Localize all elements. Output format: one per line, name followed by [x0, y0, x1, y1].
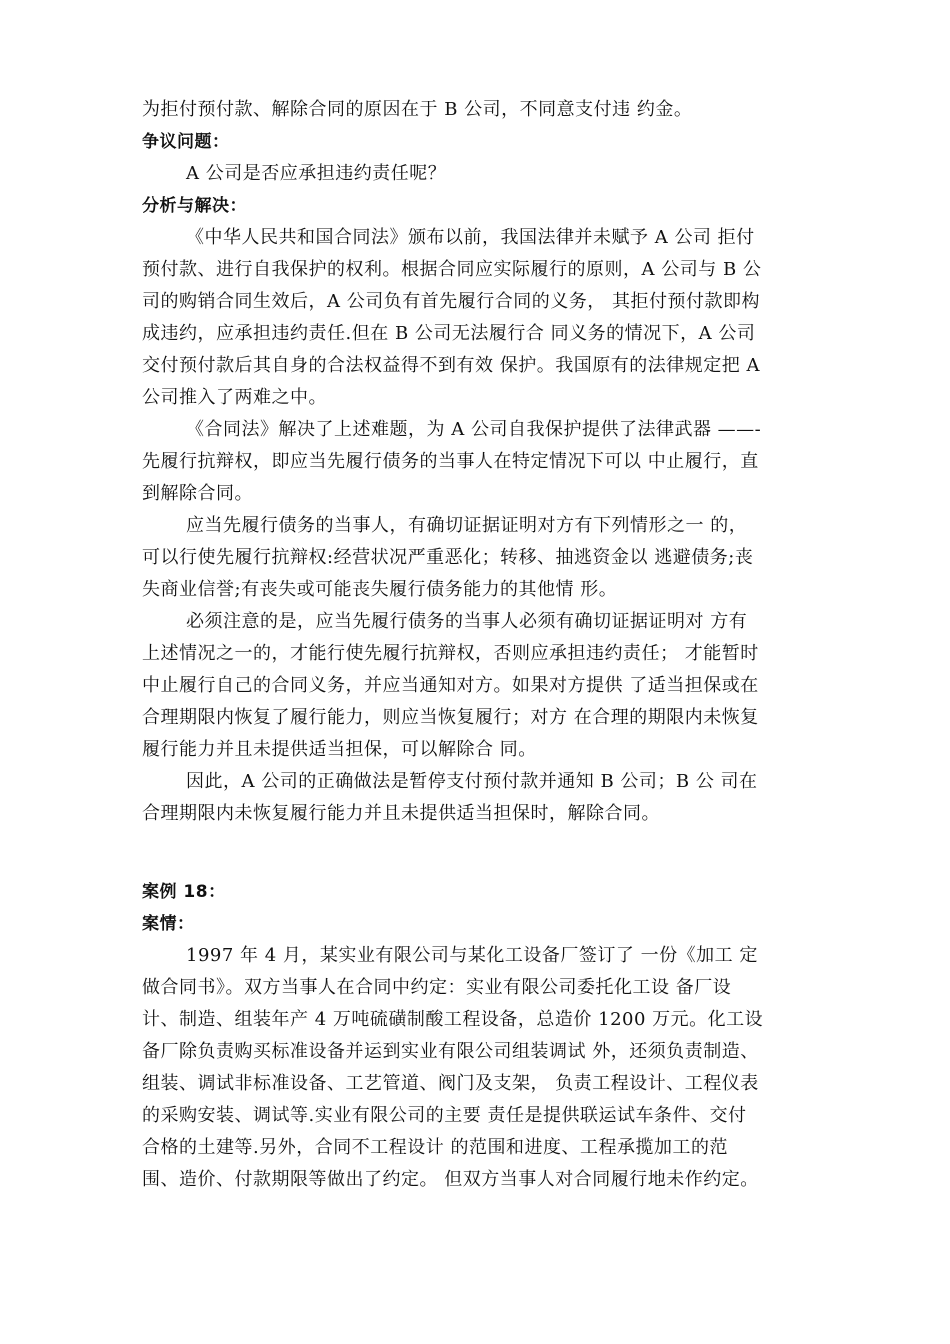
text-line: 因此，A 公司的正确做法是暂停支付预付款并通知 B 公司；B 公 司在 — [186, 771, 758, 792]
text-line: 交付预付款后其自身的合法权益得不到有效 保护。我国原有的法律规定把 A — [142, 355, 760, 376]
text-line: 中止履行自己的合同义务，并应当通知对方。如果对方提供 了适当担保或在 — [142, 675, 759, 696]
case-heading: 案例 18： — [142, 882, 226, 902]
text-line: 应当先履行债务的当事人，有确切证据证明对方有下列情形之一 的， — [186, 515, 748, 536]
text-line: 公司推入了两难之中。 — [142, 387, 327, 408]
text-line: A 公司是否应承担违约责任呢？ — [186, 163, 447, 184]
text-line: 履行能力并且未提供适当担保，可以解除合 同。 — [142, 739, 537, 760]
section-heading-dispute: 争议问题： — [142, 132, 230, 152]
text-line: 备厂除负责购买标准设备并运到实业有限公司组装调试 外，还须负责制造、 — [142, 1041, 759, 1062]
text-line: 合理期限内未恢复履行能力并且未提供适当担保时，解除合同。 — [142, 803, 660, 824]
section-heading-facts: 案情： — [142, 914, 195, 934]
text-line: 《合同法》解决了上述难题，为 A 公司自我保护提供了法律武器 ——- — [186, 419, 762, 440]
text-line: 司的购销合同生效后，A 公司负有首先履行合同的义务， 其拒付预付款即构 — [142, 291, 760, 312]
paragraph-gap — [142, 830, 822, 872]
text-line: 必须注意的是，应当先履行债务的当事人必须有确切证据证明对 方有 — [186, 611, 748, 632]
text-line: 《中华人民共和国合同法》颁布以前，我国法律并未赋予 A 公司 拒付 — [186, 227, 755, 248]
text-line: 预付款、进行自我保护的权利。根据合同应实际履行的原则，A 公司与 B 公 — [142, 259, 762, 280]
text-line: 做合同书》。双方当事人在合同中约定：实业有限公司委托化工设 备厂设 — [142, 977, 732, 998]
text-line: 围、造价、付款期限等做出了约定。 但双方当事人对合同履行地未作约定。 — [142, 1169, 759, 1190]
text-line: 的采购安装、调试等.实业有限公司的主要 责任是提供联运试车条件、交付 — [142, 1105, 747, 1126]
text-line: 先履行抗辩权，即应当先履行债务的当事人在特定情况下可以 中止履行，直 — [142, 451, 759, 472]
text-line: 上述情况之一的，才能行使先履行抗辩权，否则应承担违约责任； 才能暂时 — [142, 643, 759, 664]
text-line: 1997 年 4 月，某实业有限公司与某化工设备厂签订了 一份《加工 定 — [186, 945, 758, 966]
text-line: 组装、调试非标准设备、工艺管道、阀门及支架， 负责工程设计、工程仪表 — [142, 1073, 759, 1094]
section-heading-analysis: 分析与解决： — [142, 196, 247, 216]
text-line: 失商业信誉;有丧失或可能丧失履行债务能力的其他情 形。 — [142, 579, 618, 600]
document-page — [142, 94, 822, 1196]
text-line: 合理期限内恢复了履行能力，则应当恢复履行；对方 在合理的期限内未恢复 — [142, 707, 759, 728]
text-line: 合格的土建等.另外，合同不工程设计 的范围和进度、工程承揽加工的范 — [142, 1137, 728, 1158]
text-line: 到解除合同。 — [142, 483, 253, 504]
text-line: 为拒付预付款、解除合同的原因在于 B 公司，不同意支付违 约金。 — [142, 99, 693, 120]
text-line: 成违约，应承担违约责任.但在 B 公司无法履行合 同义务的情况下，A 公司 — [142, 323, 756, 344]
text-line: 可以行使先履行抗辩权:经营状况严重恶化；转移、抽逃资金以 逃避债务;丧 — [142, 547, 754, 568]
text-line: 计、制造、组装年产 4 万吨硫磺制酸工程设备，总造价 1200 万元。化工设 — [142, 1009, 764, 1030]
